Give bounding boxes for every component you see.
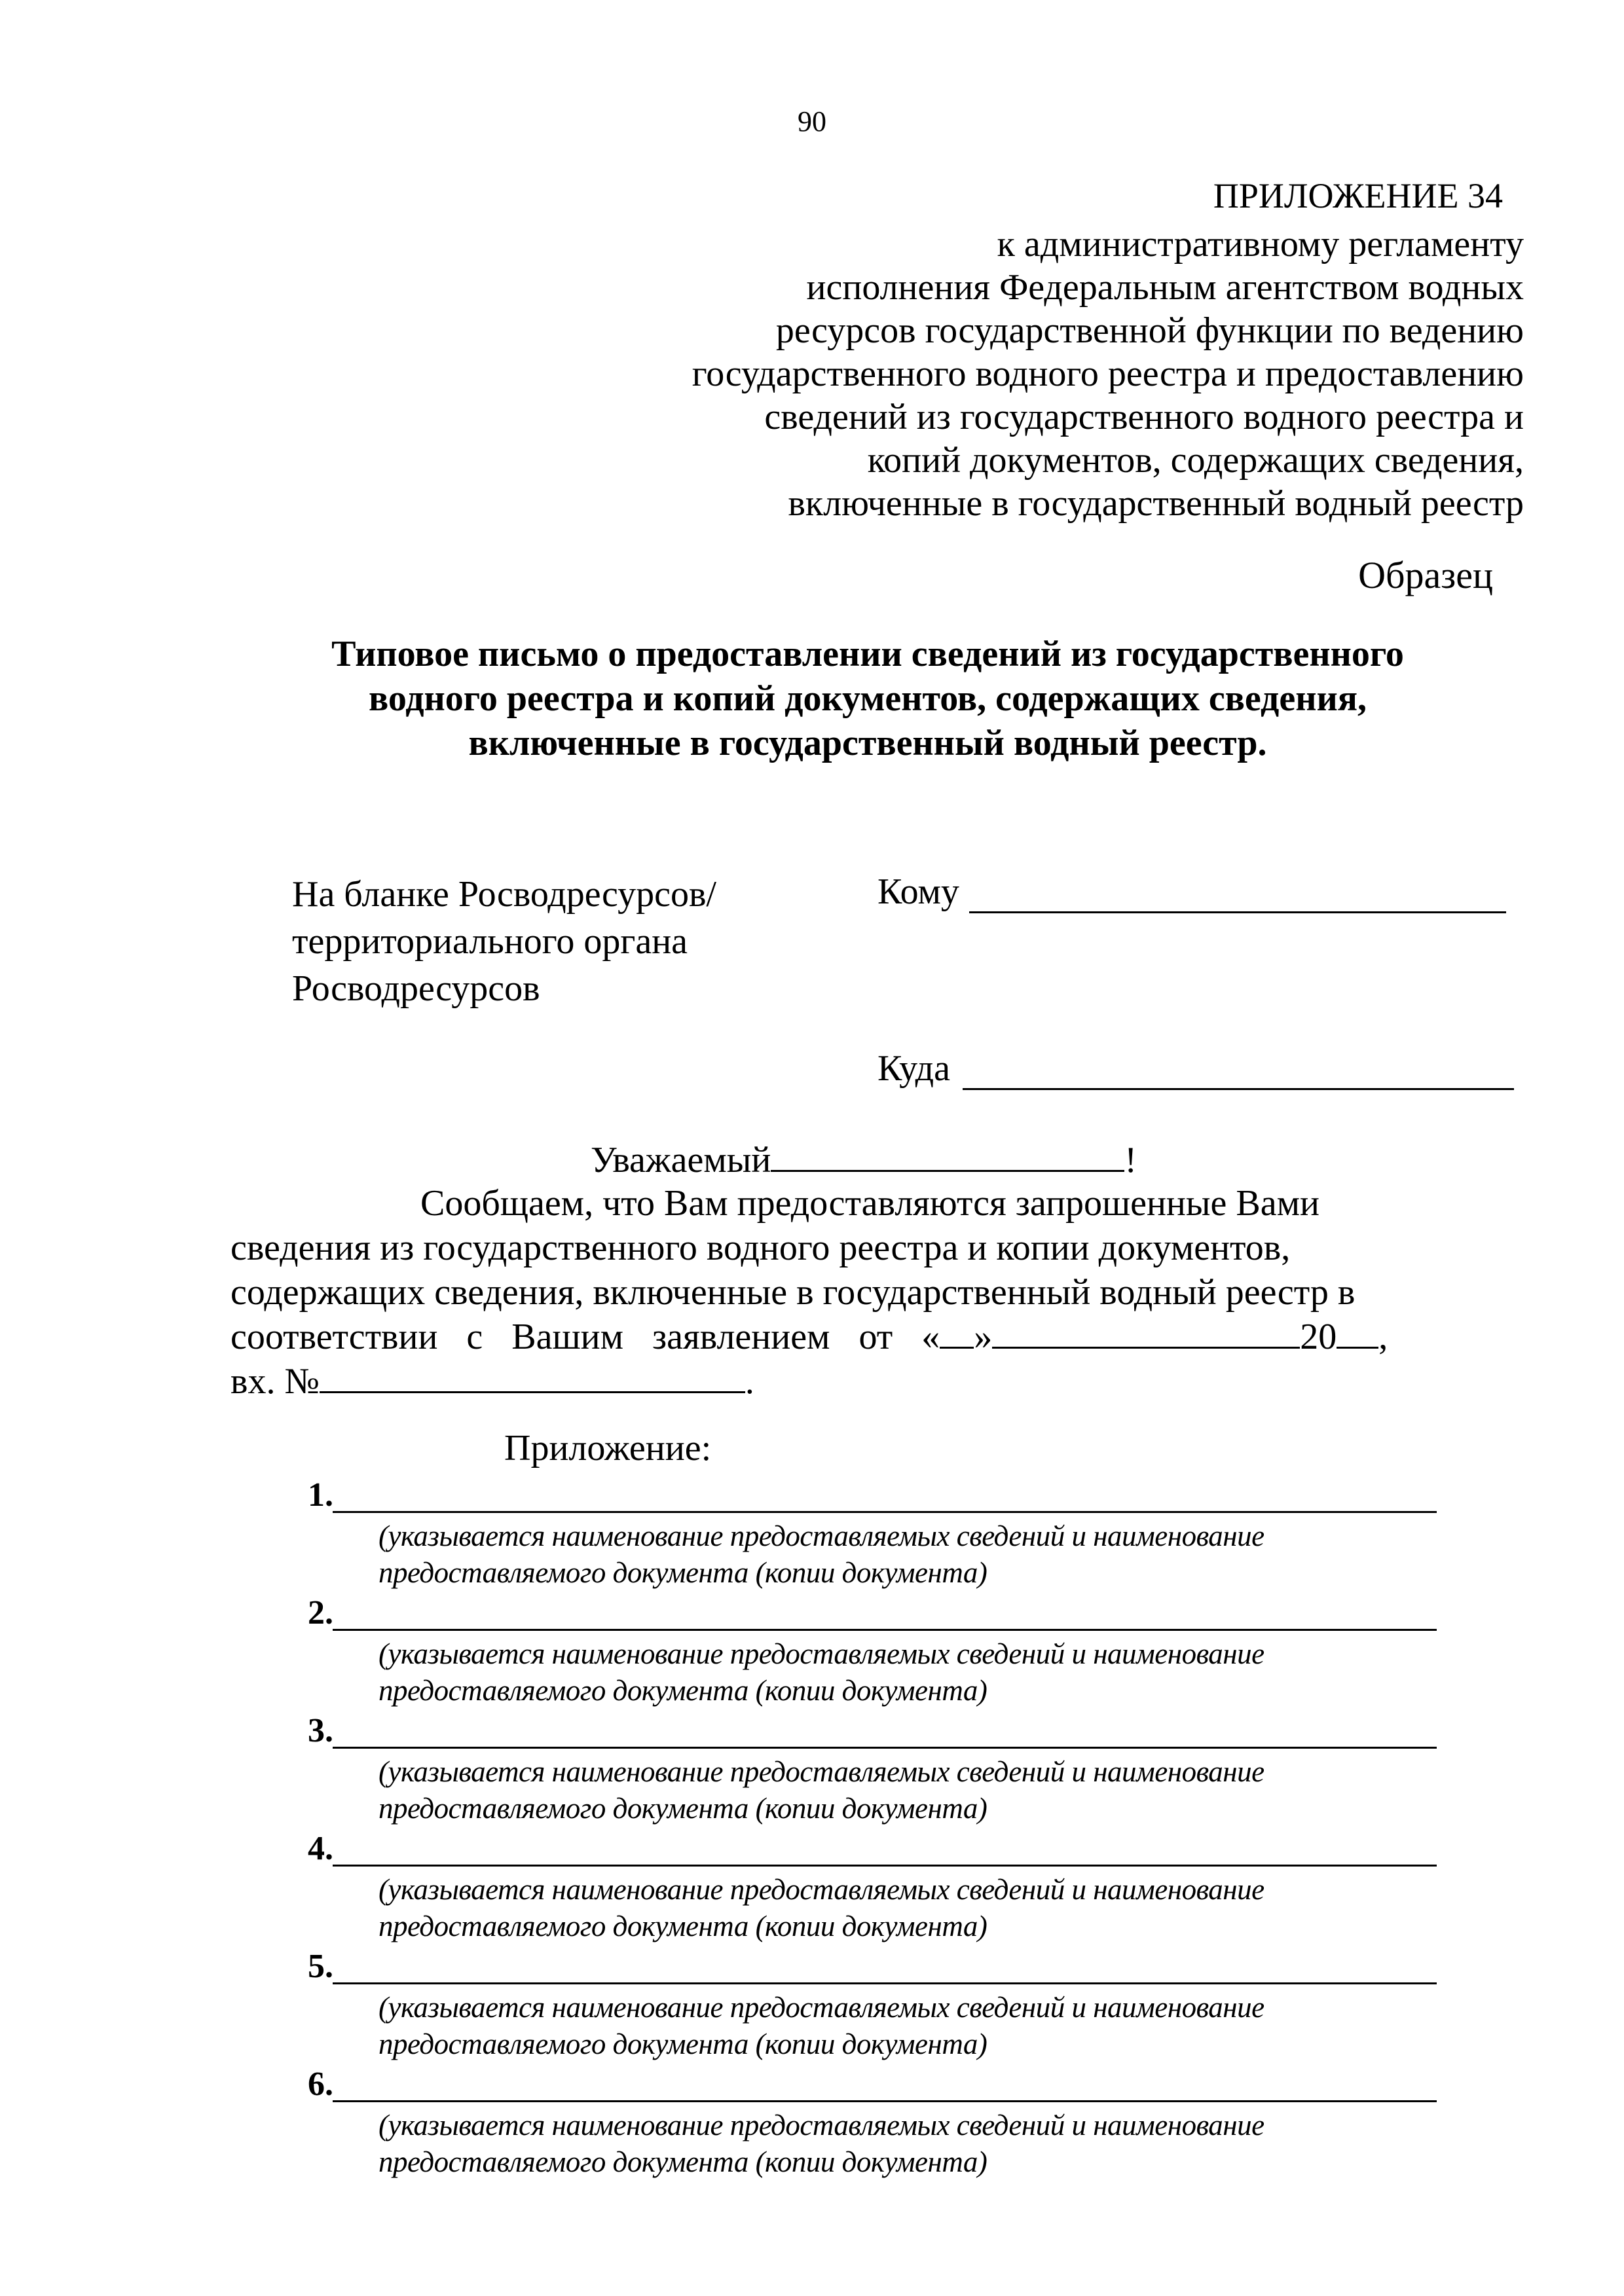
quote-close: » <box>974 1317 993 1357</box>
incoming-number-field[interactable] <box>320 1362 745 1393</box>
note-line: предоставляемого документа (копии документа) <box>378 2028 987 2060</box>
attachment-note <box>378 1871 1264 1944</box>
sender-line: Росводресурсов <box>292 968 540 1009</box>
annex-description <box>0 223 1524 525</box>
sender-line: На бланке Росводресурсов/ <box>292 874 716 915</box>
date-month-field[interactable] <box>992 1318 1300 1349</box>
attachment-note <box>378 1989 1264 2062</box>
note-line: предоставляемого документа (копии документа) <box>378 1556 987 1589</box>
greeting-label: Уважаемый <box>591 1140 771 1180</box>
attachment-item-number: 1. <box>308 1476 333 1514</box>
body-line: Сообщаем, что Вам предоставляются запрошенные Вами <box>420 1183 1320 1224</box>
document-title <box>216 632 1519 765</box>
body-line-number <box>231 1359 1521 1404</box>
attachment-item-number: 2. <box>308 1594 333 1631</box>
body-paragraph <box>231 1181 1521 1404</box>
note-line: (указывается наименование предоставляемых сведений и наименование <box>378 1991 1264 2024</box>
note-line: (указывается наименование предоставляемых сведений и наименование <box>378 1637 1264 1670</box>
attachment-item-line[interactable] <box>333 2100 1437 2102</box>
sender-block <box>292 871 716 1012</box>
sender-line: территориального органа <box>292 921 688 962</box>
note-line: (указывается наименование предоставляемых сведений и наименование <box>378 2109 1264 2141</box>
address-label: Куда <box>877 1048 950 1089</box>
sample-label: Образец <box>1358 554 1493 596</box>
body-line-text: соответствии с Вашим заявлением от « <box>231 1317 940 1357</box>
attachment-item-line[interactable] <box>333 1511 1437 1513</box>
title-line: Типовое письмо о предоставлении сведений из государственного <box>331 634 1404 674</box>
annex-heading: ПРИЛОЖЕНИЕ 34 <box>1213 176 1503 215</box>
greeting <box>591 1139 1137 1181</box>
annex-line: включенные в государственный водный реестр <box>788 483 1524 524</box>
attachment-note <box>378 1518 1264 1591</box>
note-line: предоставляемого документа (копии документа) <box>378 1792 987 1825</box>
note-line: (указывается наименование предоставляемых сведений и наименование <box>378 1873 1264 1906</box>
attachment-note <box>378 1635 1264 1709</box>
body-line-date <box>231 1315 1521 1359</box>
incoming-number-label: вх. № <box>231 1361 320 1402</box>
attachment-note <box>378 2107 1264 2180</box>
attachment-item-number: 4. <box>308 1830 333 1867</box>
note-line: (указывается наименование предоставляемых сведений и наименование <box>378 1755 1264 1788</box>
attachment-item-line[interactable] <box>333 1629 1437 1631</box>
annex-line: копий документов, содержащих сведения, <box>867 440 1524 481</box>
note-line: предоставляемого документа (копии документа) <box>378 1674 987 1707</box>
title-line: водного реестра и копий документов, содержащих сведения, <box>368 678 1367 719</box>
attachment-item-line[interactable] <box>333 1747 1437 1749</box>
annex-line: исполнения Федеральным агентством водных <box>806 267 1524 308</box>
body-line: сведения из государственного водного реестра и копии документов, <box>231 1228 1291 1268</box>
title-line: включенные в государственный водный реестр. <box>468 723 1267 763</box>
address-field-line[interactable] <box>963 1088 1514 1090</box>
attachment-item-number: 3. <box>308 1712 333 1749</box>
note-line: предоставляемого документа (копии документа) <box>378 1910 987 1942</box>
page-number: 90 <box>798 105 826 137</box>
attachment-item-number: 5. <box>308 1948 333 1985</box>
annex-line: государственного водного реестра и предоставлению <box>692 354 1524 394</box>
attachment-note <box>378 1753 1264 1827</box>
date-day-field[interactable] <box>940 1318 974 1349</box>
attachment-item-line[interactable] <box>333 1865 1437 1867</box>
annex-line: ресурсов государственной функции по ведению <box>775 310 1524 351</box>
to-field-line[interactable] <box>969 911 1506 913</box>
note-line: (указывается наименование предоставляемых сведений и наименование <box>378 1520 1264 1552</box>
to-label: Кому <box>877 871 959 912</box>
body-line: содержащих сведения, включенные в государственный водный реестр в <box>231 1272 1356 1313</box>
attachment-item-number: 6. <box>308 2066 333 2103</box>
note-line: предоставляемого документа (копии документа) <box>378 2145 987 2178</box>
greeting-end: ! <box>1124 1140 1137 1180</box>
date-year-field[interactable] <box>1337 1318 1378 1349</box>
year-prefix: 20 <box>1300 1317 1337 1357</box>
annex-line: сведений из государственного водного реестра и <box>764 397 1524 437</box>
period: . <box>745 1361 754 1402</box>
attachment-item-line[interactable] <box>333 1982 1437 1984</box>
annex-line: к административному регламенту <box>997 224 1524 264</box>
greeting-name-field[interactable] <box>771 1141 1124 1172</box>
comma: , <box>1378 1317 1388 1357</box>
attachments-heading: Приложение: <box>504 1428 712 1468</box>
